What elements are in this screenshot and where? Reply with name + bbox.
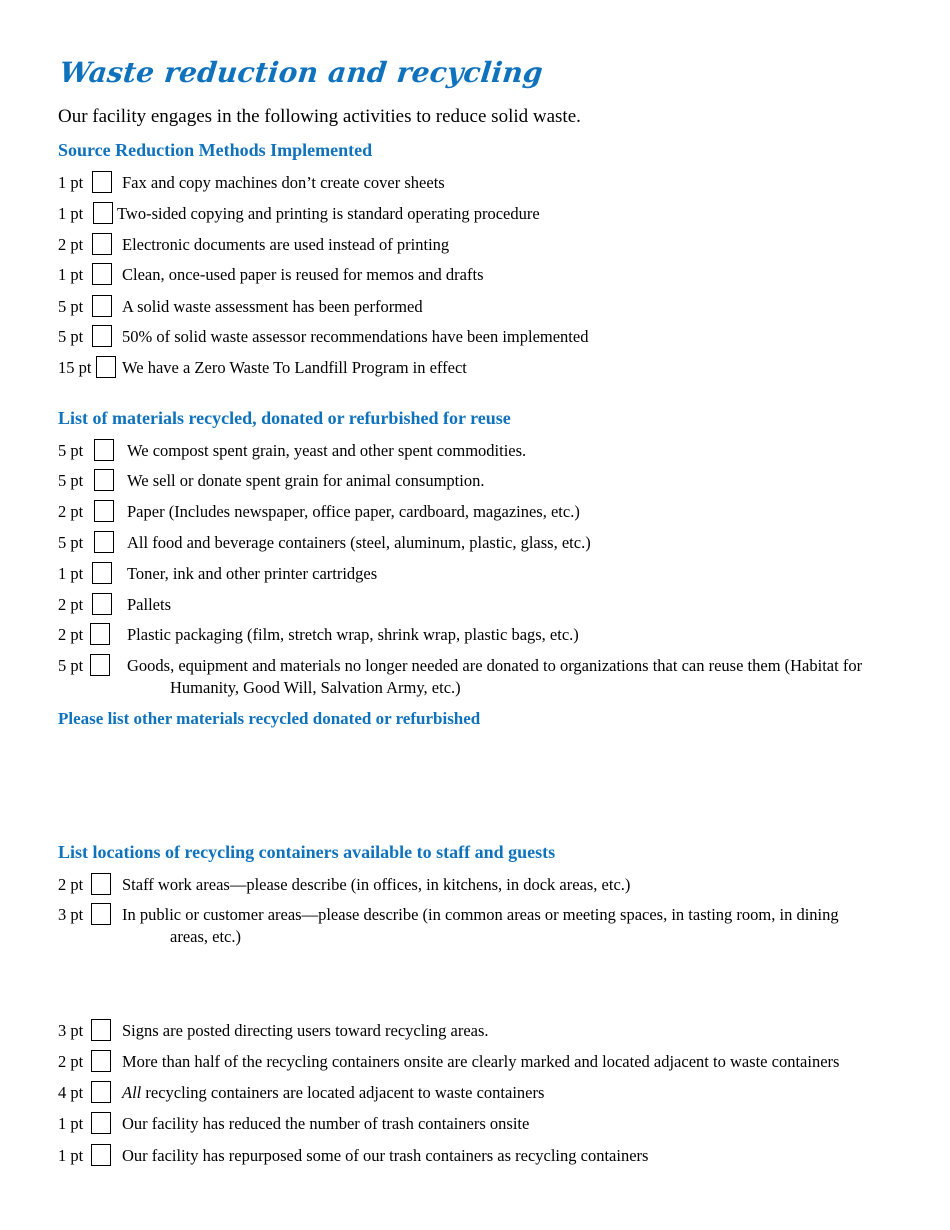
points-label: 3 pt bbox=[58, 1021, 84, 1040]
checkbox[interactable] bbox=[92, 562, 112, 584]
item-label: We compost spent grain, yeast and other spent commodities. bbox=[127, 441, 527, 460]
item-label: Goods, equipment and materials no longer needed are donated to organizations that can reuse them (Habitat for bbox=[127, 656, 863, 675]
points-label: 2 pt bbox=[58, 875, 84, 894]
item-label: Two-sided copying and printing is standard operating procedure bbox=[117, 204, 540, 223]
checkbox[interactable] bbox=[92, 233, 112, 255]
item-label-continuation: areas, etc.) bbox=[170, 927, 241, 946]
item-label: Electronic documents are used instead of printing bbox=[122, 235, 450, 254]
checkbox[interactable] bbox=[91, 1081, 111, 1103]
item-label: More than half of the recycling containers onsite are clearly marked and located adjacent to waste containers bbox=[122, 1052, 840, 1071]
item-label bbox=[122, 1082, 544, 1104]
points-label: 5 pt bbox=[58, 441, 84, 460]
points-label: 4 pt bbox=[58, 1083, 84, 1102]
checkbox[interactable] bbox=[94, 531, 114, 553]
item-label: Our facility has reduced the number of trash containers onsite bbox=[122, 1114, 530, 1133]
item-label: We have a Zero Waste To Landfill Program in effect bbox=[122, 358, 467, 377]
checkbox[interactable] bbox=[91, 1050, 111, 1072]
points-label: 1 pt bbox=[58, 204, 84, 223]
checkbox[interactable] bbox=[94, 500, 114, 522]
item-label: Plastic packaging (film, stretch wrap, shrink wrap, plastic bags, etc.) bbox=[127, 625, 579, 644]
item-label: Pallets bbox=[127, 595, 171, 614]
item-label: Our facility has repurposed some of our trash containers as recycling containers bbox=[122, 1146, 649, 1165]
page-title: Waste reduction and recycling bbox=[58, 56, 545, 89]
points-label: 2 pt bbox=[58, 625, 84, 644]
item-label: In public or customer areas—please describe (in common areas or meeting spaces, in tasting room, in dining bbox=[122, 905, 839, 924]
points-label: 3 pt bbox=[58, 905, 84, 924]
checkbox[interactable] bbox=[94, 469, 114, 491]
checkbox[interactable] bbox=[92, 263, 112, 285]
section-heading-other-materials: Please list other materials recycled donated or refurbished bbox=[58, 709, 481, 728]
checkbox[interactable] bbox=[90, 623, 110, 645]
checkbox[interactable] bbox=[91, 1144, 111, 1166]
checkbox[interactable] bbox=[91, 1019, 111, 1041]
points-label: 1 pt bbox=[58, 265, 84, 284]
checkbox[interactable] bbox=[92, 593, 112, 615]
checkbox[interactable] bbox=[92, 295, 112, 317]
checkbox[interactable] bbox=[94, 439, 114, 461]
checkbox[interactable] bbox=[91, 873, 111, 895]
item-label: Clean, once-used paper is reused for memos and drafts bbox=[122, 265, 484, 284]
checkbox[interactable] bbox=[96, 356, 116, 378]
item-label: Signs are posted directing users toward recycling areas. bbox=[122, 1021, 489, 1040]
item-label-emphasis: All bbox=[122, 1083, 142, 1102]
points-label: 1 pt bbox=[58, 173, 84, 192]
points-label: 2 pt bbox=[58, 595, 84, 614]
item-label: Toner, ink and other printer cartridges bbox=[127, 564, 378, 583]
item-label: All food and beverage containers (steel, aluminum, plastic, glass, etc.) bbox=[127, 533, 591, 552]
points-label: 2 pt bbox=[58, 1052, 84, 1071]
checkbox[interactable] bbox=[92, 325, 112, 347]
section-heading-materials-recycled: List of materials recycled, donated or refurbished for reuse bbox=[58, 408, 511, 428]
item-label: 50% of solid waste assessor recommendations have been implemented bbox=[122, 327, 589, 346]
points-label: 1 pt bbox=[58, 1146, 84, 1165]
checkbox[interactable] bbox=[93, 202, 113, 224]
item-label-continuation: Humanity, Good Will, Salvation Army, etc.) bbox=[170, 678, 461, 697]
points-label: 5 pt bbox=[58, 656, 84, 675]
points-label: 1 pt bbox=[58, 1114, 84, 1133]
item-label: Paper (Includes newspaper, office paper, cardboard, magazines, etc.) bbox=[127, 502, 580, 521]
points-label: 2 pt bbox=[58, 235, 84, 254]
checkbox[interactable] bbox=[91, 1112, 111, 1134]
points-label: 5 pt bbox=[58, 471, 84, 490]
item-label: Fax and copy machines don’t create cover sheets bbox=[122, 173, 445, 192]
checkbox[interactable] bbox=[92, 171, 112, 193]
item-label: A solid waste assessment has been performed bbox=[122, 297, 423, 316]
points-label: 15 pt bbox=[58, 358, 92, 377]
section-heading-source-reduction: Source Reduction Methods Implemented bbox=[58, 140, 373, 160]
checkbox[interactable] bbox=[90, 654, 110, 676]
points-label: 5 pt bbox=[58, 327, 84, 346]
item-label: Staff work areas—please describe (in offices, in kitchens, in dock areas, etc.) bbox=[122, 875, 631, 894]
points-label: 2 pt bbox=[58, 502, 84, 521]
item-label: We sell or donate spent grain for animal consumption. bbox=[127, 471, 485, 490]
points-label: 5 pt bbox=[58, 297, 84, 316]
points-label: 5 pt bbox=[58, 533, 84, 552]
points-label: 1 pt bbox=[58, 564, 84, 583]
section-heading-container-locations: List locations of recycling containers available to staff and guests bbox=[58, 842, 556, 862]
item-label-text: recycling containers are located adjacent to waste containers bbox=[141, 1083, 545, 1102]
checkbox[interactable] bbox=[91, 903, 111, 925]
intro-text: Our facility engages in the following activities to reduce solid waste. bbox=[58, 106, 581, 127]
